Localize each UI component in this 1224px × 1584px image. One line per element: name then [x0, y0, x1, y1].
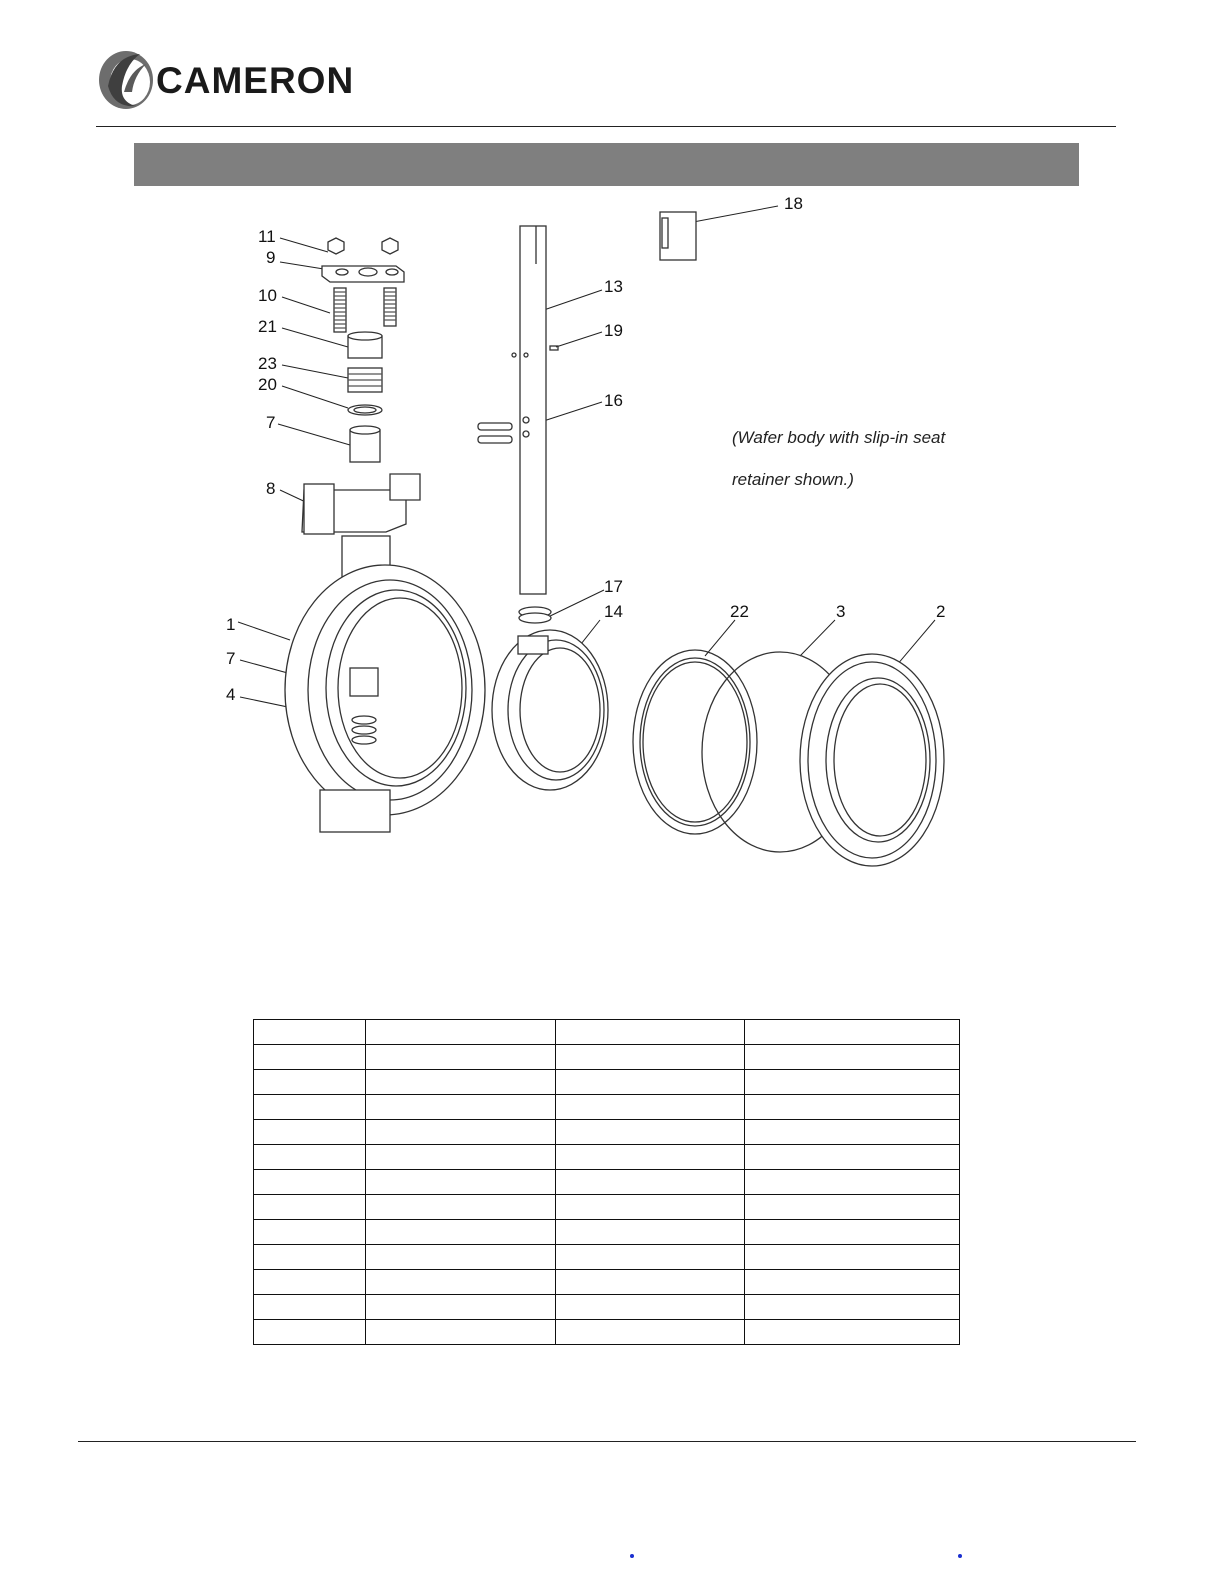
svg-text:21: 21	[258, 317, 277, 336]
footer-dot	[630, 1554, 634, 1558]
note-line-1: (Wafer body with slip-in seat	[732, 428, 946, 447]
table-row	[254, 1295, 960, 1320]
table-row	[254, 1245, 960, 1270]
svg-text:1: 1	[226, 615, 236, 634]
svg-text:22: 22	[730, 602, 749, 621]
svg-text:8: 8	[266, 479, 276, 498]
table-row	[254, 1120, 960, 1145]
parts-table	[253, 1019, 960, 1345]
exploded-valve-diagram	[200, 190, 1020, 890]
svg-text:10: 10	[258, 286, 277, 305]
table-row	[254, 1095, 960, 1120]
svg-text:9: 9	[266, 248, 276, 267]
svg-text:11: 11	[258, 227, 276, 246]
table-row	[254, 1020, 960, 1045]
table-row	[254, 1320, 960, 1345]
footer-divider	[78, 1441, 1136, 1442]
svg-text:20: 20	[258, 375, 277, 394]
top-hardware	[322, 238, 404, 462]
table-row	[254, 1220, 960, 1245]
valve-body	[285, 474, 485, 832]
svg-text:14: 14	[604, 602, 623, 621]
svg-text:7: 7	[226, 649, 236, 668]
svg-text:19: 19	[604, 321, 623, 340]
footer-dot	[958, 1554, 962, 1558]
note-line-2: retainer shown.)	[732, 470, 854, 489]
diagram-note	[732, 406, 945, 511]
table-row	[254, 1145, 960, 1170]
svg-text:3: 3	[836, 602, 846, 621]
header-divider	[96, 126, 1116, 127]
svg-text:4: 4	[226, 685, 236, 704]
disc	[492, 630, 608, 790]
section-header-bar	[134, 143, 1079, 186]
svg-text:18: 18	[784, 194, 803, 213]
seat-rings	[633, 650, 944, 866]
table-row	[254, 1270, 960, 1295]
table-row	[254, 1170, 960, 1195]
stem-assembly	[478, 212, 696, 623]
svg-text:13: 13	[604, 277, 623, 296]
table-row	[254, 1070, 960, 1095]
table-row	[254, 1045, 960, 1070]
svg-text:7: 7	[266, 413, 276, 432]
table-row	[254, 1195, 960, 1220]
svg-text:16: 16	[604, 391, 623, 410]
svg-text:23: 23	[258, 354, 277, 373]
svg-text:17: 17	[604, 577, 623, 596]
cameron-swoosh-icon	[96, 46, 156, 112]
brand-name: CAMERON	[156, 60, 355, 101]
cameron-logo	[96, 46, 386, 112]
svg-text:2: 2	[936, 602, 946, 621]
